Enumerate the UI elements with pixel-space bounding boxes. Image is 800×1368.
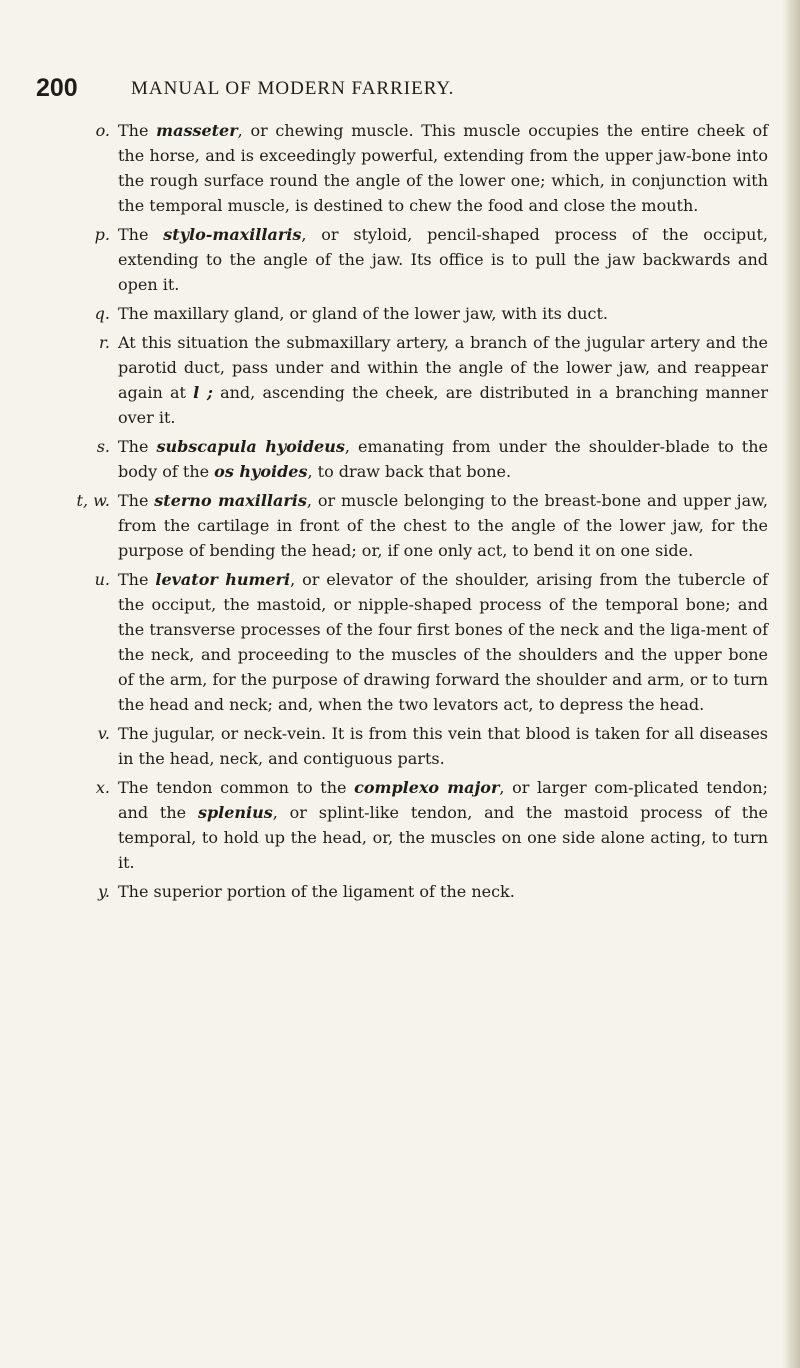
entry-letter: y. — [98, 882, 110, 901]
list-item — [0, 301, 800, 326]
text-run: The — [118, 491, 155, 510]
text-run: The — [118, 225, 164, 244]
text-run: , emanating from under the shoulder-blade to the body of the — [118, 437, 768, 481]
entry-text — [118, 879, 768, 904]
entry-text — [118, 118, 768, 218]
text-run: , to draw back that bone. — [307, 462, 512, 481]
entry-letter: s. — [96, 437, 110, 456]
text-run: , or splint-like tendon, and the mastoid process of the temporal, to hold up the head, or, the muscles on one side alone acting, to turn it. — [118, 803, 768, 872]
entry-letter: q. — [94, 304, 110, 323]
italic-term: splenius — [197, 803, 273, 822]
italic-term: l ; — [193, 383, 213, 402]
text-run: , or styloid, pencil-shaped process of the occiput, extending to the angle of the jaw. Its office is to pull the jaw backwards and open it. — [118, 225, 768, 294]
list-item — [0, 330, 800, 430]
italic-term: sterno maxillaris — [154, 491, 307, 510]
text-run: The — [118, 570, 156, 589]
entry-text — [118, 567, 768, 717]
text-run: The — [118, 121, 157, 140]
entry-text — [118, 721, 768, 771]
text-run: The — [118, 437, 157, 456]
running-title: MANUAL OF MODERN FARRIERY. — [131, 78, 455, 99]
entry-text — [118, 434, 768, 484]
text-run: , or chewing muscle. This muscle occupies the entire cheek of the horse, and is exceedingly powerful, extending from the upper jaw-bone into the rough surface round the angle of the lower one; which, in conjunction with the temporal muscle, is destined to chew the food and close the mouth. — [118, 121, 769, 215]
entry-text — [118, 488, 768, 563]
text-run: The jugular, or neck-vein. It is from this vein that blood is taken for all diseases in the head, neck, and contiguous parts. — [118, 724, 768, 768]
list-item — [0, 488, 800, 563]
entry-list — [0, 118, 800, 908]
text-run: , or muscle belonging to the breast-bone and upper jaw, from the cartilage in front of the chest to the angle of the lower jaw, for the purpose of bending the head; or, if one only act, to bend it on one side. — [118, 491, 769, 560]
italic-term: levator humeri — [155, 570, 291, 589]
entry-text — [118, 301, 768, 326]
italic-term: stylo-maxillaris — [163, 225, 302, 244]
text-run: The tendon common to the — [118, 778, 355, 797]
text-run: At this situation the submaxillary artery, a branch of the jugular artery and the parotid duct, pass under and within the angle of the lower jaw, and reappear again at — [118, 333, 768, 402]
list-item — [0, 567, 800, 717]
text-run: and, ascending the cheek, are distributed in a branching manner over it. — [118, 383, 768, 427]
entry-letter: o. — [95, 121, 110, 140]
entry-letter: u. — [94, 570, 110, 589]
page-header — [36, 74, 736, 108]
entry-text — [118, 775, 768, 875]
list-item — [0, 879, 800, 904]
entry-letter: p. — [94, 225, 110, 244]
list-item — [0, 721, 800, 771]
text-run: , or elevator of the shoulder, arising from the tubercle of the occiput, the mastoid, or nipple-shaped process of the temporal bone; and the transverse processes of the four first bones of the neck and the liga-ment of the neck, and proceeding to the muscles of the shoulders and the upper bone of the arm, for the purpose of drawing forward the shoulder and arm, or to turn the head and neck; and, when the two levators act, to depress the head. — [118, 570, 769, 714]
page-number: 200 — [36, 74, 78, 102]
italic-term: complexo major — [354, 778, 500, 797]
entry-text — [118, 222, 768, 297]
entry-letter: t, w. — [76, 491, 110, 510]
entry-letter: v. — [97, 724, 110, 743]
italic-term: subscapula hyoideus — [156, 437, 345, 456]
list-item — [0, 222, 800, 297]
text-run: The maxillary gland, or gland of the lower jaw, with its duct. — [118, 304, 608, 323]
list-item — [0, 434, 800, 484]
italic-term: masseter — [156, 121, 238, 140]
entry-letter: x. — [95, 778, 110, 797]
list-item — [0, 775, 800, 875]
text-run: , or larger com-plicated tendon; and the — [118, 778, 768, 822]
list-item — [0, 118, 800, 218]
entry-letter: r. — [99, 333, 110, 352]
italic-term: os hyoides — [214, 462, 308, 481]
text-run: The superior portion of the ligament of the neck. — [118, 882, 515, 901]
entry-text — [118, 330, 768, 430]
